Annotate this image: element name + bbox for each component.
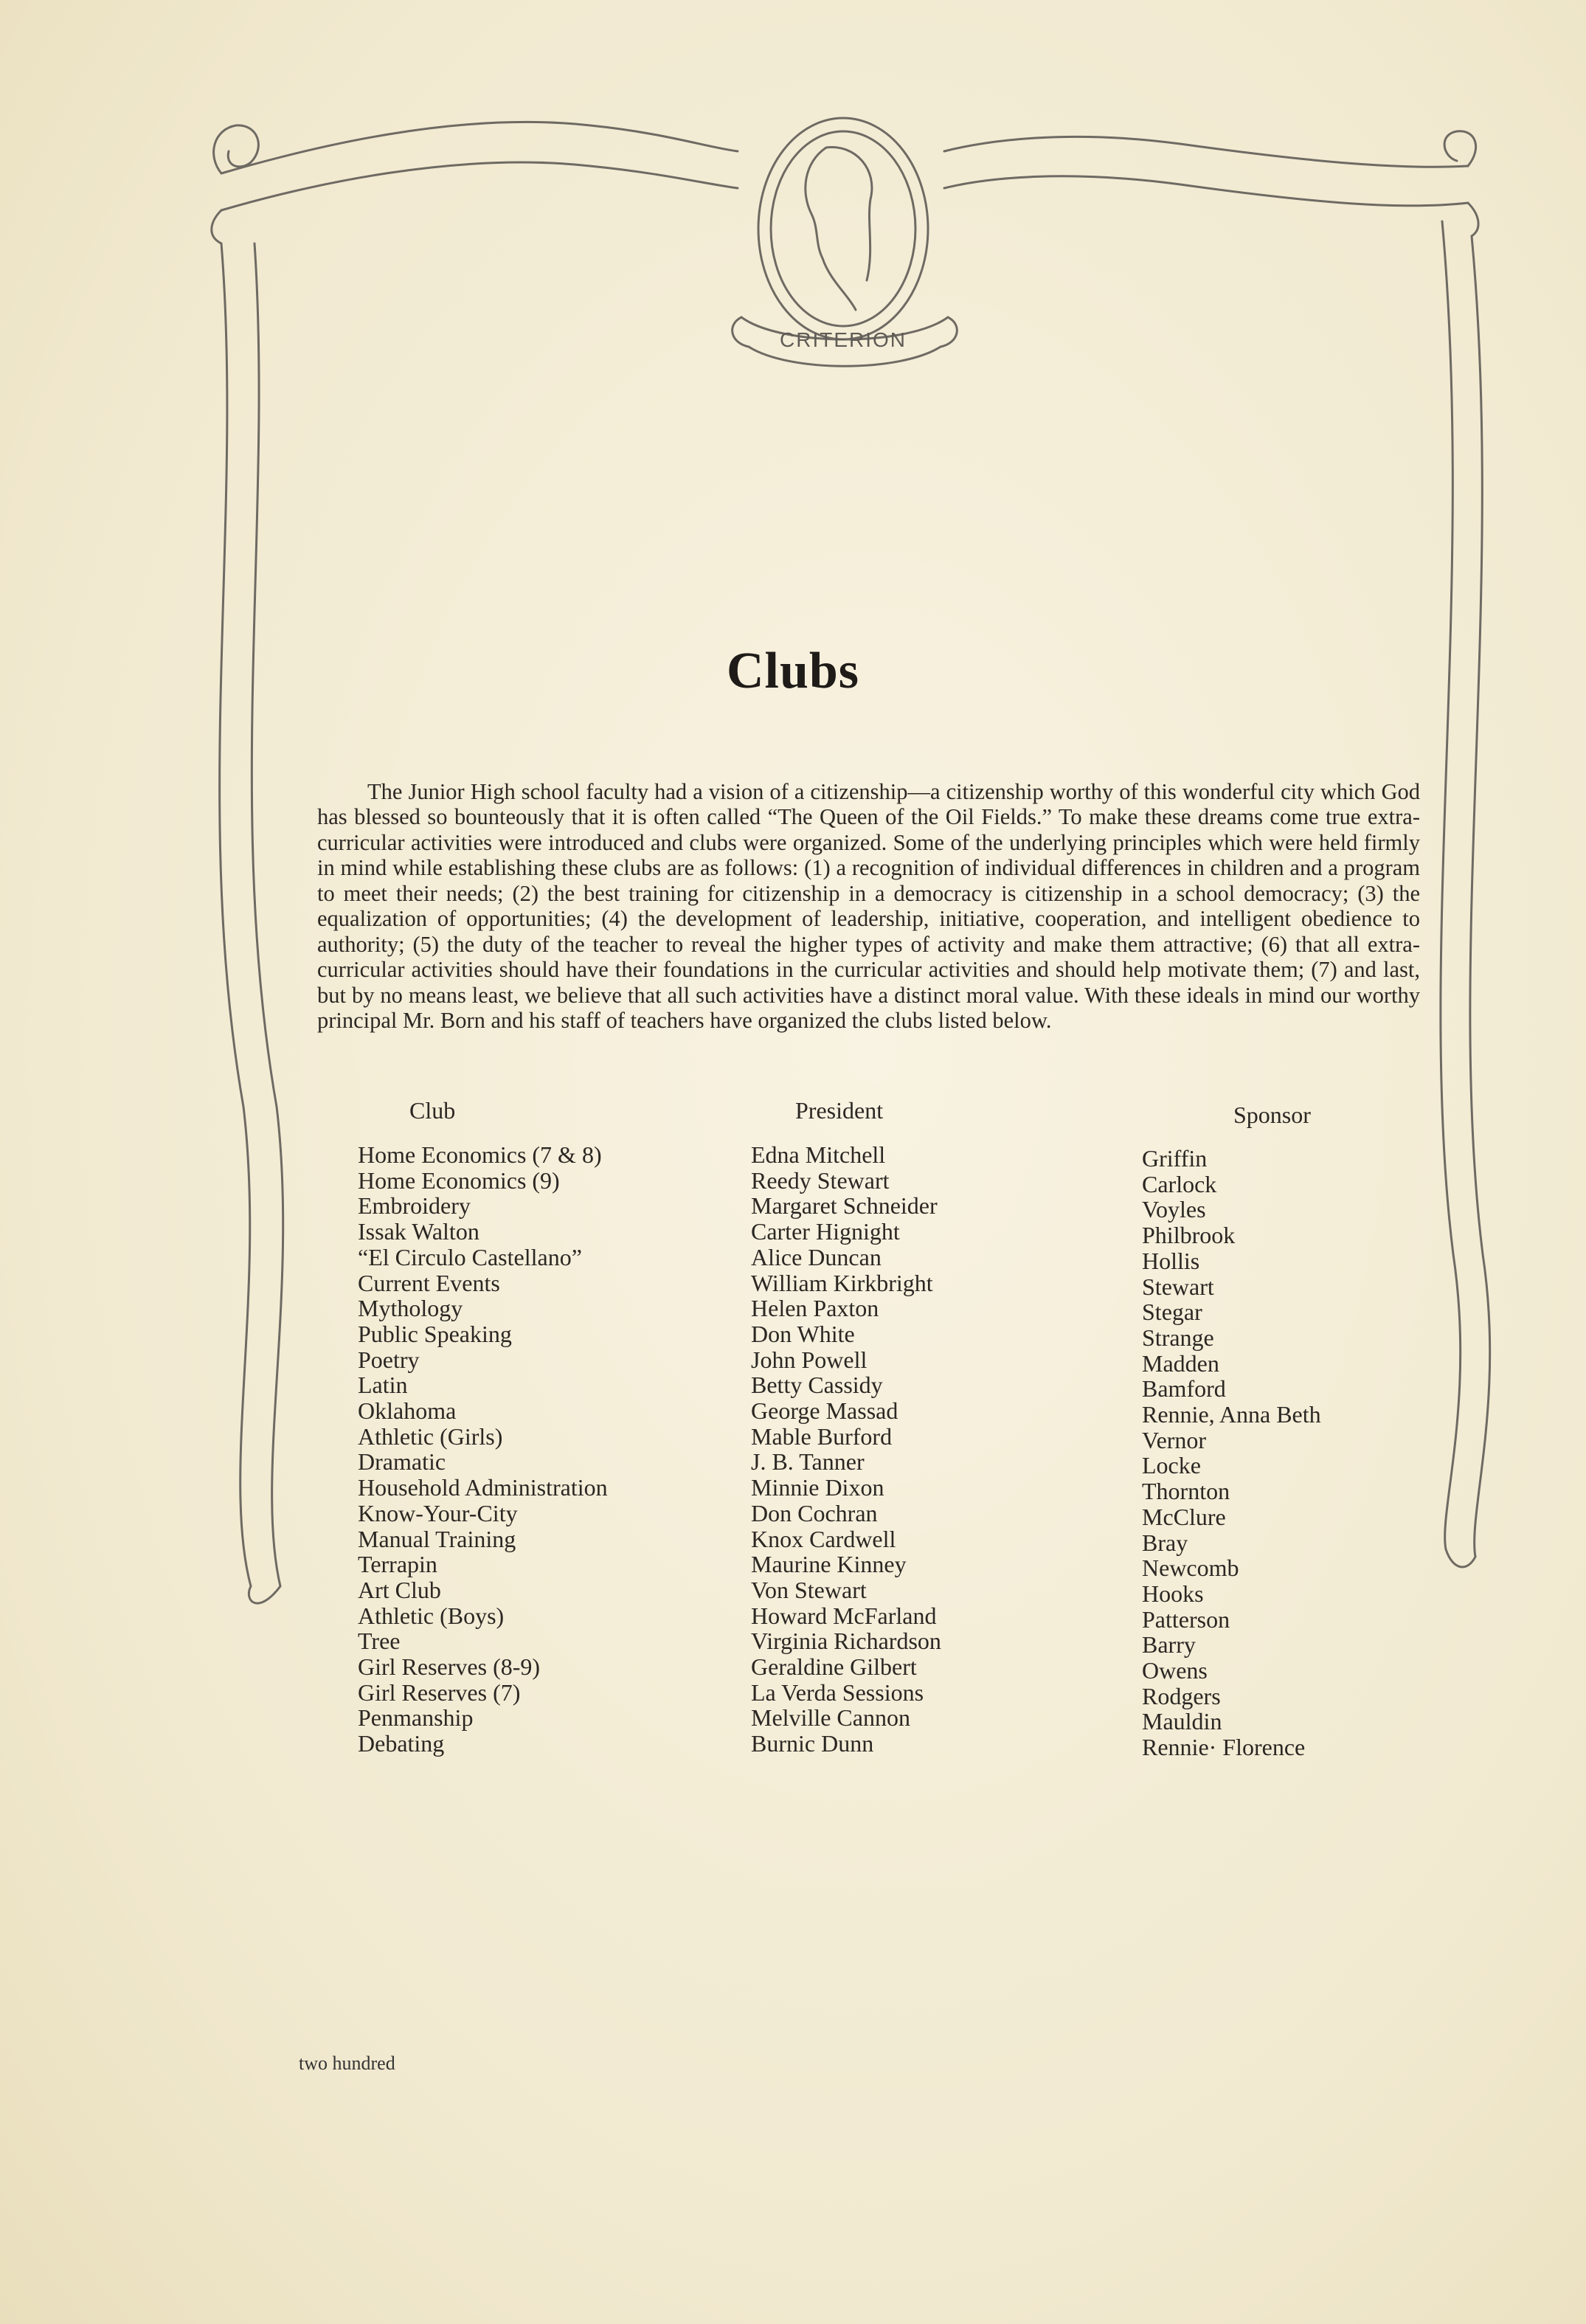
president-name: William Kirkbright [751, 1269, 933, 1296]
club-name: Dramatic [358, 1448, 446, 1476]
club-name: Tree [358, 1628, 401, 1655]
president-name: Geraldine Gilbert [751, 1653, 917, 1681]
club-name: Issak Walton [358, 1218, 479, 1245]
sponsor-column [1142, 1146, 1321, 1760]
president-name: Howard McFarland [751, 1602, 937, 1629]
club-name: Art Club [358, 1576, 441, 1603]
president-name: Mable Burford [751, 1422, 893, 1450]
president-name: Alice Duncan [751, 1243, 882, 1270]
president-name: Maurine Kinney [751, 1551, 907, 1578]
president-name: Melville Cannon [751, 1704, 910, 1732]
sponsor-name: Thornton [1142, 1478, 1230, 1505]
sponsor-name: Rennie· Florence [1142, 1734, 1306, 1761]
sponsor-name: Hooks [1142, 1580, 1204, 1607]
sponsor-name: Rodgers [1142, 1682, 1221, 1709]
sponsor-name: Madden [1142, 1349, 1219, 1377]
president-name: Virginia Richardson [751, 1628, 941, 1655]
sponsor-name: Vernor [1142, 1426, 1207, 1453]
club-name: “El Circulo Castellano” [358, 1243, 582, 1270]
sponsor-name: Owens [1142, 1657, 1208, 1684]
club-name: Latin [358, 1372, 408, 1399]
club-column [358, 1142, 608, 1757]
president-name: Minnie Dixon [751, 1474, 884, 1501]
club-name: Mythology [358, 1295, 463, 1322]
president-name: Reedy Stewart [751, 1166, 890, 1194]
president-name: Helen Paxton [751, 1295, 879, 1322]
club-name: Debating [358, 1730, 445, 1757]
club-name: Poetry [358, 1346, 420, 1373]
president-name: George Massad [751, 1397, 898, 1425]
president-name: Don White [751, 1320, 855, 1347]
column-header-sponsor: Sponsor [1233, 1102, 1311, 1128]
sponsor-name: Barry [1142, 1631, 1196, 1659]
president-name: La Verda Sessions [751, 1678, 924, 1706]
club-name: Girl Reserves (7) [358, 1678, 521, 1706]
club-name: Girl Reserves (8-9) [358, 1653, 541, 1681]
sponsor-name: Bamford [1142, 1375, 1226, 1403]
president-name: Margaret Schneider [751, 1192, 938, 1220]
sponsor-name: Strange [1142, 1324, 1214, 1351]
sponsor-name: Bray [1142, 1529, 1188, 1556]
president-name: Betty Cassidy [751, 1372, 883, 1399]
club-name: Terrapin [358, 1551, 437, 1578]
president-name: J. B. Tanner [751, 1448, 865, 1476]
sponsor-name: Hollis [1142, 1247, 1200, 1274]
column-header-president: President [795, 1097, 884, 1124]
club-name: Home Economics (7 & 8) [358, 1141, 602, 1168]
club-name: Penmanship [358, 1704, 474, 1732]
president-name: Von Stewart [751, 1576, 867, 1603]
club-name: Household Administration [358, 1474, 608, 1501]
president-name: Edna Mitchell [751, 1141, 886, 1168]
president-name: Burnic Dunn [751, 1730, 874, 1757]
sponsor-name: Voyles [1142, 1196, 1206, 1223]
sponsor-name: Patterson [1142, 1605, 1230, 1633]
president-name: Knox Cardwell [751, 1525, 896, 1552]
sponsor-name: Carlock [1142, 1170, 1217, 1197]
column-header-club: Club [409, 1097, 456, 1124]
president-name: Don Cochran [751, 1499, 878, 1526]
sponsor-name: Locke [1142, 1452, 1201, 1479]
club-name: Athletic (Boys) [358, 1602, 505, 1629]
president-name: Carter Hignight [751, 1218, 900, 1245]
emblem-label: CRITERION [780, 328, 907, 351]
club-name: Public Speaking [358, 1320, 512, 1347]
sponsor-name: McClure [1142, 1503, 1226, 1530]
intro-paragraph: The Junior High school faculty had a vision of a citizenship—a citizenship worthy of this wonderful city which God has blessed so bounteously that it is often called “The Queen of the Oil Fields.” To make these dreams come true extra-curricular activities were introduced and clubs were organized. Some of the underlying principles which were held firmly in mind while establishing these clubs are as follows: (1) a recognition of individual differences in children and a program to meet their needs; (2) the best training for citizenship in a democracy is citizenship in a school democracy; (3) the equalization of opportunities; (4) the development of leadership, initiative, cooperation, and intelligent obedience to authority; (5) the duty of the teacher to reveal the higher types of activity and make them attractive; (6) that all extra-curricular activities should have their foundations in the curricular activities and should help motivate them; (7) and last, but by no means least, we believe that all such activities have a distinct moral value. With these ideals in mind our worthy principal Mr. Born and his staff of teachers have organized the clubs listed below. [317, 778, 1420, 1033]
club-name: Home Economics (9) [358, 1166, 560, 1194]
sponsor-name: Rennie, Anna Beth [1142, 1401, 1321, 1428]
club-name: Athletic (Girls) [358, 1422, 503, 1450]
page-title: Clubs [726, 643, 860, 699]
sponsor-name: Stewart [1142, 1273, 1214, 1300]
sponsor-name: Philbrook [1142, 1222, 1236, 1249]
sponsor-name: Mauldin [1142, 1708, 1222, 1735]
sponsor-name: Newcomb [1142, 1554, 1239, 1582]
club-name: Know-Your-City [358, 1499, 518, 1526]
president-column [751, 1142, 941, 1757]
page-number: two hundred [299, 2052, 395, 2074]
president-name: John Powell [751, 1346, 868, 1373]
sponsor-name: Stegar [1142, 1298, 1202, 1326]
club-name: Manual Training [358, 1525, 516, 1552]
club-name: Oklahoma [358, 1397, 457, 1425]
club-name: Embroidery [358, 1192, 471, 1220]
club-name: Current Events [358, 1269, 500, 1296]
sponsor-name: Griffin [1142, 1145, 1208, 1172]
